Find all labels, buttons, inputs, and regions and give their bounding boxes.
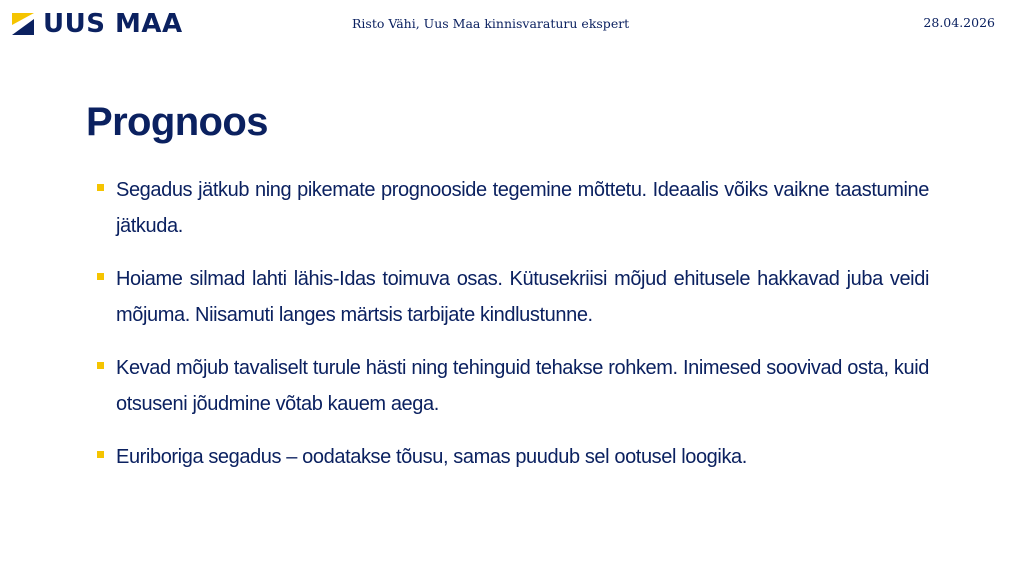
square-bullet-icon — [97, 273, 104, 280]
bullet-item — [97, 439, 929, 475]
bullet-text: Segadus jätkub ning pikemate prognooside tegemine mõttetu. Ideaalis võiks vaikne taastumine jätkuda. — [116, 179, 929, 237]
presenter-label: Risto Vähi, Uus Maa kinnisvaraturu ekspert — [352, 16, 630, 31]
bullet-item — [97, 350, 929, 422]
slide-date: 28.04.2026 — [923, 15, 995, 30]
bullet-text: Kevad mõjub tavaliselt turule hästi ning tehinguid tehakse rohkem. Inimesed soovivad osta, kuid otsuseni jõudmine võtab kauem aega. — [116, 357, 929, 415]
company-logo — [12, 9, 183, 39]
bullet-text: Hoiame silmad lahti lähis-Idas toimuva osas. Kütusekriisi mõjud ehitusele hakkavad juba veidi mõjuma. Niisamuti langes märtsis tarbijate kindlustunne. — [116, 268, 929, 326]
bullet-item — [97, 172, 929, 244]
bullet-list — [97, 172, 929, 492]
bullet-text: Euriboriga segadus – oodatakse tõusu, samas puudub sel ootusel loogika. — [116, 446, 747, 468]
slide-title: Prognoos — [86, 100, 268, 144]
bullet-item — [97, 261, 929, 333]
logo-mark-icon — [12, 13, 34, 35]
square-bullet-icon — [97, 451, 104, 458]
square-bullet-icon — [97, 362, 104, 369]
square-bullet-icon — [97, 184, 104, 191]
logo-text: UUS MAA — [43, 9, 183, 39]
